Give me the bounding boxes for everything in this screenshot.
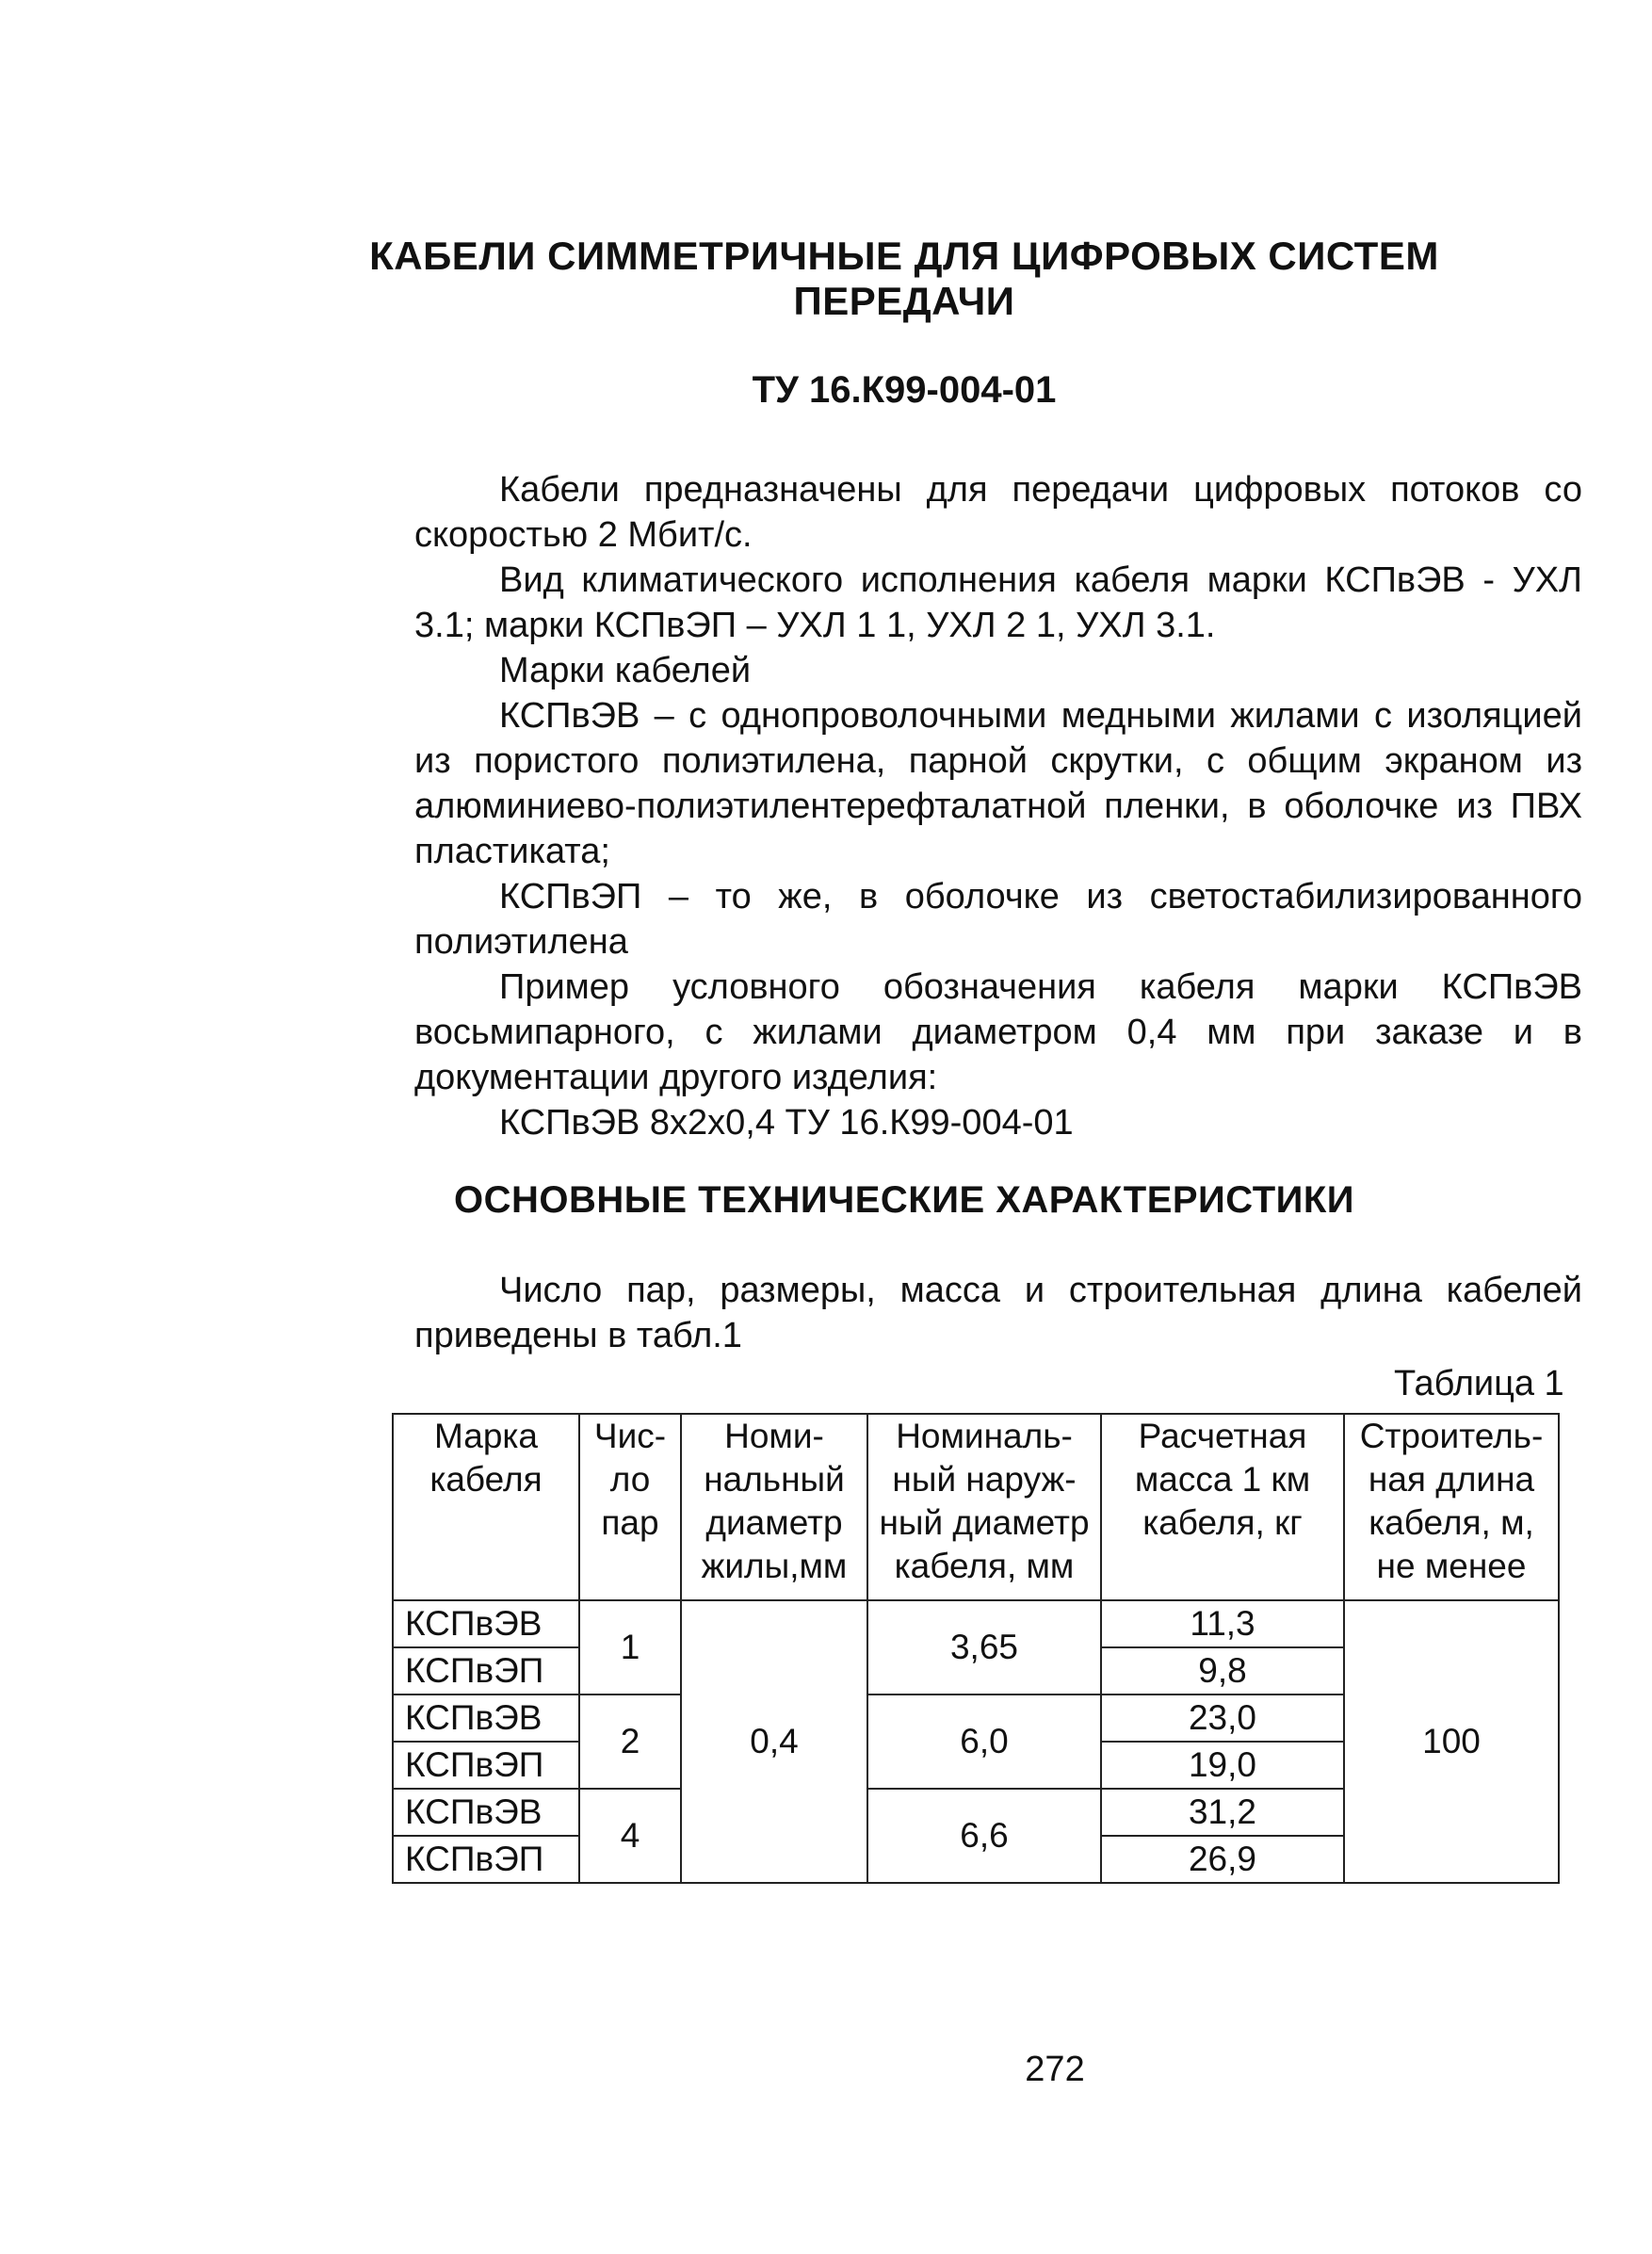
- cell-mark: КСПвЭВ: [393, 1695, 579, 1742]
- cell-mark: КСПвЭП: [393, 1836, 579, 1883]
- cell-mass: 31,2: [1101, 1789, 1344, 1836]
- header-pairs: Чис-ло пар: [579, 1414, 681, 1600]
- cell-mass: 23,0: [1101, 1695, 1344, 1742]
- cell-core-diameter: 0,4: [681, 1600, 867, 1883]
- document-title-line-1: КАБЕЛИ СИММЕТРИЧНЫЕ ДЛЯ ЦИФРОВЫХ СИСТЕМ: [369, 234, 1439, 278]
- document-title-line-2: ПЕРЕДАЧИ: [793, 279, 1015, 323]
- cell-length: 100: [1344, 1600, 1559, 1883]
- header-length: Строитель-ная длина кабеля, м, не менее: [1344, 1414, 1559, 1600]
- paragraph-purpose: Кабели предназначены для передачи цифровых потоков со скоростью 2 Мбит/с.: [414, 470, 1582, 555]
- paragraph-kspvep: КСПвЭП – то же, в оболочке из светостабилизированного полиэтилена: [414, 877, 1582, 962]
- cell-mark: КСПвЭП: [393, 1647, 579, 1695]
- paragraph-climate: Вид климатического исполнения кабеля марки КСПвЭВ - УХЛ 3.1; марки КСПвЭП – УХЛ 1 1, УХЛ 2 1, УХЛ 3.1.: [414, 560, 1582, 645]
- paragraph-designation: КСПвЭВ 8х2х0,4 ТУ 16.К99-004-01: [499, 1103, 1074, 1143]
- cell-mass: 11,3: [1101, 1600, 1344, 1647]
- header-mark: Марка кабеля: [393, 1414, 579, 1600]
- cell-mass: 9,8: [1101, 1647, 1344, 1695]
- cell-pairs: 1: [579, 1600, 681, 1695]
- header-core-diameter: Номи-нальный диаметр жилы,мм: [681, 1414, 867, 1600]
- page-number: 272: [1025, 2050, 1085, 2089]
- cell-mass: 19,0: [1101, 1742, 1344, 1789]
- paragraph-kspvev: КСПвЭВ – с однопроволочными медными жилами с изоляцией из пористого полиэтилена, парной скрутки, с общим экраном из алюминиево-полиэтилентерефталатной пленки, в оболочке из ПВХ пластиката;: [414, 696, 1582, 871]
- cell-outer-diameter: 3,65: [867, 1600, 1101, 1695]
- cell-mass: 26,9: [1101, 1836, 1344, 1883]
- cell-outer-diameter: 6,0: [867, 1695, 1101, 1789]
- section-text: Число пар, размеры, масса и строительная длина кабелей приведены в табл.1: [414, 1271, 1582, 1355]
- description-block: [414, 467, 1582, 1145]
- table-header-row: [393, 1414, 1559, 1600]
- spec-number: ТУ 16.К99-004-01: [752, 369, 1057, 411]
- cell-pairs: 4: [579, 1789, 681, 1883]
- cell-mark: КСПвЭВ: [393, 1789, 579, 1836]
- header-mass: Расчетная масса 1 км кабеля, кг: [1101, 1414, 1344, 1600]
- paragraph-marks-heading: Марки кабелей: [499, 651, 752, 690]
- cell-mark: КСПвЭП: [393, 1742, 579, 1789]
- cell-outer-diameter: 6,6: [867, 1789, 1101, 1883]
- header-outer-diameter: Номиналь-ный наруж-ный диаметр кабеля, мм: [867, 1414, 1101, 1600]
- cell-mark: КСПвЭВ: [393, 1600, 579, 1647]
- cable-spec-table: [392, 1413, 1560, 1884]
- section-text-block: [414, 1268, 1582, 1358]
- table-caption: Таблица 1: [1394, 1364, 1564, 1403]
- paragraph-example: Пример условного обозначения кабеля марки КСПвЭВ восьмипарного, с жилами диаметром 0,4 мм при заказе и в документации другого изделия:: [414, 967, 1582, 1097]
- cell-pairs: 2: [579, 1695, 681, 1789]
- section-title: ОСНОВНЫЕ ТЕХНИЧЕСКИЕ ХАРАКТЕРИСТИКИ: [453, 1179, 1355, 1221]
- table-row: [393, 1600, 1559, 1647]
